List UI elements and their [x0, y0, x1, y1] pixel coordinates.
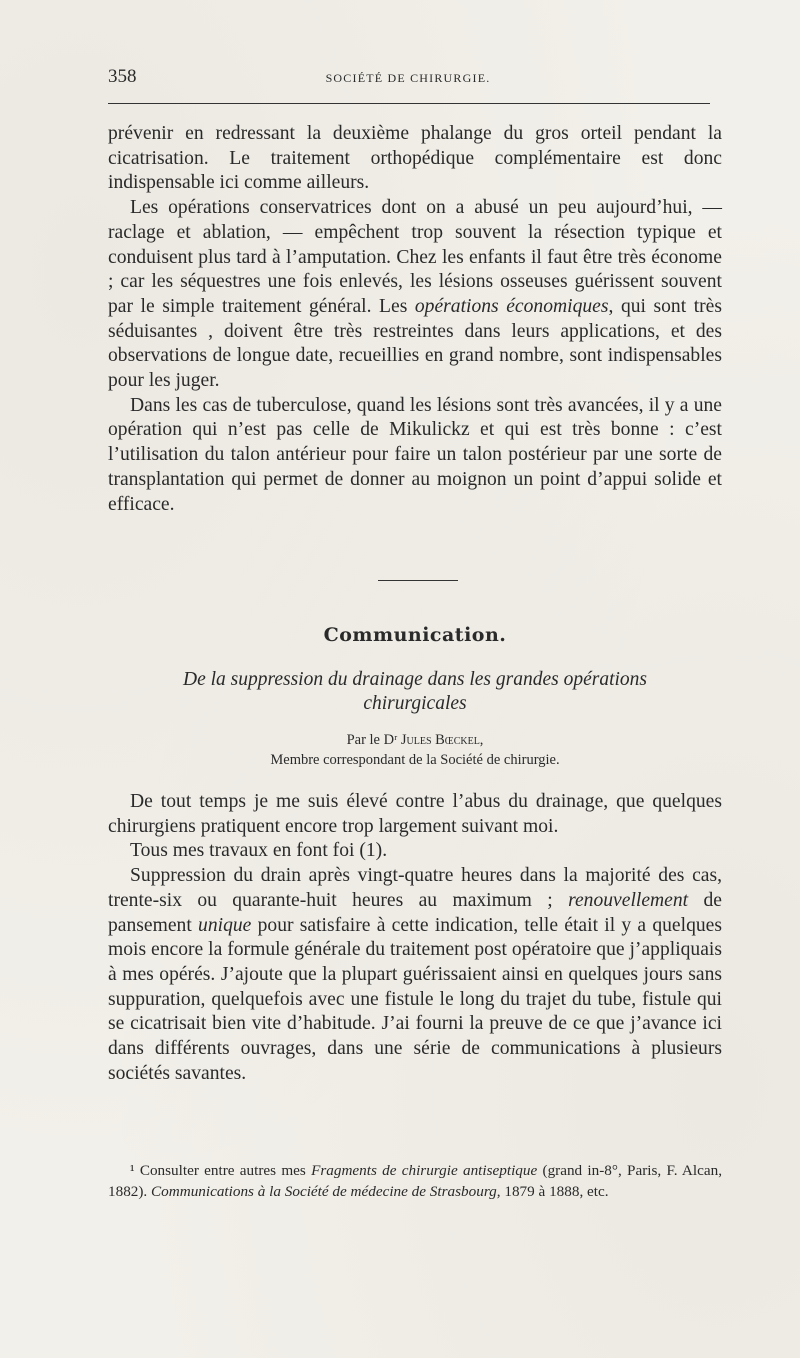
author-role: Membre correspondant de la Société de chirurgie.: [270, 752, 560, 768]
italic-span: Fragments de chirurgie antiseptique: [311, 1162, 538, 1179]
text-span: Consulter entre autres mes: [139, 1162, 312, 1179]
text-block-upper: [108, 122, 722, 517]
article-title-line: chirurgicales: [363, 693, 467, 714]
footnotes: [108, 1160, 722, 1202]
paragraph: prévenir en redressant la deuxième phalange du gros orteil pendant la cicatrisation. Le traitement orthopédique complémentaire est donc indispensable ici comme ailleurs.: [108, 123, 722, 194]
page-number: 358: [108, 66, 137, 87]
article-title: [108, 668, 722, 716]
text-span: Les opérations conservatrices dont on a abusé un peu aujourd’hui, — raclage et ablation, — empêchent trop souvent la résection typique et conduisent plus tard à l’amputation. Chez les enfants il faut être très économe ; car les séquestres une fois enlevés, les lésions osseuses guérissent souvent par le simple traitement général. Les: [108, 197, 722, 317]
author-line: [108, 730, 722, 750]
section-separator: [378, 580, 458, 581]
italic-span: unique: [198, 914, 252, 936]
author-name: Jules Bœckel,: [400, 732, 484, 748]
text-span: , qui sont très séduisantes , doivent être très restreintes dans leurs applications, et des observations de longue date, recueillies en grand nombre, sont indispensables pour les juger.: [108, 295, 722, 392]
text-block-lower: [108, 790, 722, 1086]
article-title-line: De la suppression du drainage dans les grandes opérations: [182, 669, 648, 690]
italic-span: opérations économiques: [414, 295, 609, 317]
italic-span: Communications à la Société de médecine de Strasbourg: [151, 1183, 497, 1200]
italic-span: renouvellement: [568, 889, 689, 911]
paragraph: [108, 864, 722, 1086]
text-span: de pansement: [108, 889, 722, 936]
text-span: , 1879 à 1888, etc.: [496, 1183, 609, 1200]
paragraph: Dans les cas de tuberculose, quand les lésions sont très avancées, il y a une opération qui n’est pas celle de Mikulickz et qui est très bonne : c’est l’utilisation du talon antérieur pour faire un talon postérieur par une sorte de transplantation qui permet de donner au moignon un point d’appui solide et efficace.: [108, 394, 722, 515]
text-span: (grand in-8°, Paris, F. Alcan, 1882).: [108, 1162, 722, 1200]
paragraph: De tout temps je me suis élevé contre l’abus du drainage, que quelques chirurgiens pratiquent encore trop largement suivant moi.: [108, 791, 722, 837]
running-head: SOCIÉTÉ DE CHIRURGIE.: [325, 71, 491, 85]
text-span: pour satisfaire à cette indication, telle était il y a quelques mois encore la formule générale du traitement post opératoire que j’appliquais à mes opérés. J’ajoute que la plupart guérissaient ainsi en quelques jours sans suppuration, quelquefois avec une fistule le long du trajet du tube, fistule qui se cicatrisait bien vite d’habitude. J’ai fourni la preuve de ce que j’avance ici dans différents ouvrages, dans une série de communications à plusieurs sociétés savantes.: [108, 914, 722, 1084]
text-span: Suppression du drain après vingt-quatre heures dans la majorité des cas, trente-six ou quarante-huit heures au maximum ;: [108, 865, 722, 911]
header-rule: [108, 103, 710, 104]
paragraph: [108, 196, 722, 394]
footnote: [108, 1160, 722, 1202]
paragraph: Tous mes travaux en font foi (1).: [130, 840, 388, 862]
section-title: Communication.: [323, 624, 507, 646]
author-prefix: Par le Dʳ: [346, 732, 401, 748]
author-block: [108, 730, 722, 770]
footnote-marker: ¹: [130, 1162, 140, 1179]
page-header: [108, 66, 708, 96]
